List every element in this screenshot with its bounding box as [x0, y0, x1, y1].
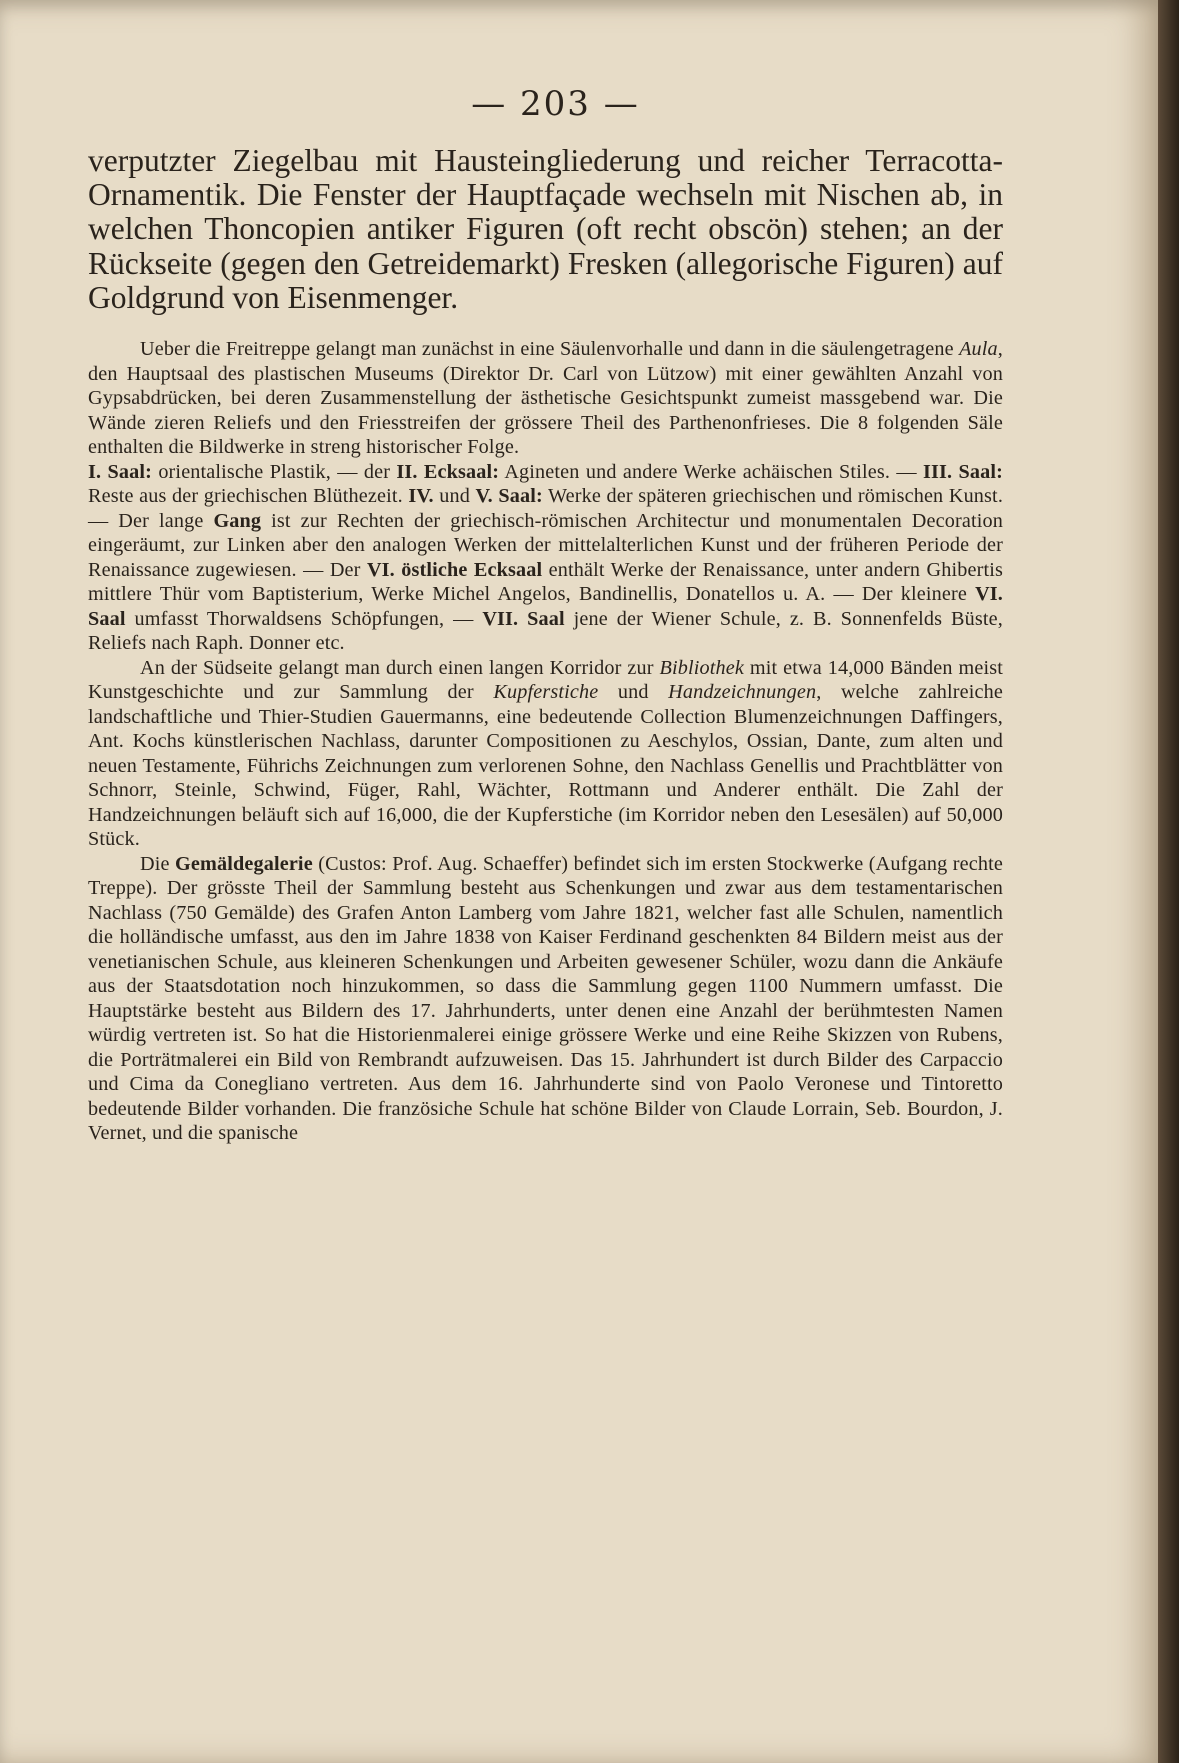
text-run: Reste aus der griechischen Blüthezeit.: [88, 485, 409, 508]
text-run: ist zur Rechten der griechisch-römischen Architectur und monumentalen Decoration eingeräumt, zur Linken aber den analogen Werken der mittelalterlichen Kunst und der früheren Periode der Renaissance zugewiesen. — Der: [88, 509, 1003, 581]
text-run: Agineten und andere Werke achäischen Stiles. —: [499, 460, 923, 483]
bold-run: VI. östliche Ecksaal: [366, 558, 543, 581]
emphasis-aula: Aula: [959, 338, 998, 361]
book-spine: [1158, 0, 1179, 1763]
paragraph-aula: [88, 337, 1003, 460]
bold-run: III. Saal:: [922, 460, 1003, 483]
paragraph-gemaeldegalerie: [88, 852, 1003, 1146]
emphasis-run: Kupferstiche: [493, 681, 599, 704]
paragraph-saele: [88, 460, 1003, 656]
text-run: und: [598, 681, 669, 704]
emphasis-run: Bibliothek: [659, 656, 744, 679]
bold-run: Gang: [213, 509, 262, 532]
text-run: An der Südseite gelangt man durch einen langen Korridor zur: [140, 656, 660, 679]
bold-run: II. Ecksaal:: [396, 460, 500, 483]
bold-run: Gemäldegalerie: [175, 852, 313, 875]
page-number: — 203 —: [471, 84, 640, 124]
text-run: enthält Werke der Renaissance, unter andern Ghibertis mittlere Thür vom Baptisterium, Werke Michel Angelos, Bandinellis, Donatellos u. A. — Der kleinere: [88, 558, 1003, 606]
text-run: mit etwa 14,000 Bänden meist Kunstgeschichte und zur Sammlung der: [88, 656, 1003, 704]
text-run: umfasst Thorwaldsens Schöpfungen, —: [125, 607, 483, 630]
bold-run: I. Saal:: [88, 460, 153, 483]
bold-run: V. Saal:: [475, 485, 543, 508]
text-run: orientalische Plastik, — der: [152, 460, 397, 483]
text-run: und: [433, 485, 476, 508]
text-run: Die: [140, 852, 176, 875]
text-run: Werke der späteren griechischen und römischen Kunst. — Der lange: [88, 485, 1004, 532]
text-run: Ueber die Freitreppe gelangt man zunächst in eine Säulenvorhalle und dann in die säulengetragene: [140, 338, 954, 361]
bold-run: VI. Saal: [88, 583, 1003, 630]
text-run: , den Hauptsaal des plastischen Museums (Direktor Dr. Carl von Lützow) mit einer gewählten Anzahl von Gypsabdrücken, bei deren Zusammenstellung der ästhetische Gesichtspunkt zumeist massgebend war. Die Wände zieren Reliefs und den Friesstreifen der grössere Theil des Parthenonfrieses. Die 8 folgenden Säle enthalten die Bildwerke in streng historischer Folge.: [88, 338, 1003, 459]
bold-run: IV.: [408, 485, 434, 508]
text-run: , welche zahlreiche landschaftliche und Thier-Studien Gauermanns, eine bedeutende Collection Blumenzeichnungen Daffingers, Ant. Kochs künstlerischen Nachlass, darunter Compositionen zu Aeschylos, Ossian, Dante, zum alten und neuen Testamente, Führichs Zeichnungen zum verlorenen Sohne, den Nachlass Genellis und Prachtblätter von Schnorr, Steinle, Schwind, Füger, Rahl, Wächter, Rottmann und Anderer enthält. Die Zahl der Handzeichnungen beläuft sich auf 16,000, die der Kupferstiche (im Korridor neben den Lesesälen) auf 50,000 Stück.: [88, 681, 1004, 851]
bold-run: VII. Saal: [482, 607, 565, 630]
text-run: (Custos: Prof. Aug. Schaeffer) befindet sich im ersten Stockwerke (Aufgang rechte Treppe). Der grösste Theil der Sammlung besteht aus Schenkungen und zwar aus dem testamentarischen Nachlass (750 Gemälde) des Grafen Anton Lamberg vom Jahre 1821, welcher fast alle Schulen, namentlich die holländische umfasst, aus den im Jahre 1838 von Kaiser Ferdinand geschenkten 84 Bildern meist aus der venetianischen Schule, aus kleineren Schenkungen und Arbeiten gewesener Schüler, wozu dann die Ankäufe aus der Staatsdotation noch hinzukommen, so dass die Sammlung gegen 1100 Nummern umfasst. Die Hauptstärke besteht aus Bildern des 17. Jahrhunderts, unter denen eine Anzahl der berühmtesten Namen würdig vertreten ist. So hat die Historienmalerei einige grössere Werke und eine Reihe Skizzen von Rubens, die Porträtmalerei ein Bild von Rembrandt aufzuweisen. Das 15. Jahrhundert ist durch Bilder des Carpaccio und Cima da Conegliano vertreten. Aus dem 16. Jahrhunderte sind von Paolo Veronese und Tintoretto bedeutende Bilder vorhanden. Die französiche Schule hat schöne Bilder von Claude Lorrain, Seb. Bourdon, J. Vernet, und die spanische: [88, 852, 1003, 1145]
paragraph-bibliothek: [88, 656, 1003, 852]
emphasis-run: Handzeichnungen: [668, 681, 817, 704]
text-run: jene der Wiener Schule, z. B. Sonnenfelds Büste, Reliefs nach Raph. Donner etc.: [88, 607, 1003, 655]
lead-paragraph: verputzter Ziegelbau mit Hausteingliederung und reicher Terracotta-Ornamentik. Die Fenster der Hauptfaçade wechseln mit Nischen ab, in welchen Thoncopien antiker Figuren (oft recht obscön) stehen; an der Rückseite (gegen den Getreidemarkt) Fresken (allegorische Figuren) auf Goldgrund von Eisenmenger.: [88, 143, 1003, 315]
